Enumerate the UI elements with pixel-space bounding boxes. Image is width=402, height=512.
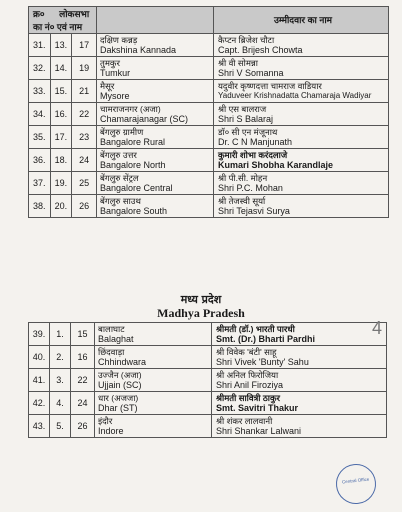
constituency-number-cell xyxy=(71,346,95,369)
constituency-name-hindi: चामराजनगर (अजा) xyxy=(100,104,161,114)
serial-number-cell xyxy=(29,323,50,346)
constituency-name-english: Indore xyxy=(98,426,124,436)
constituency-name-english: Balaghat xyxy=(98,334,134,344)
candidate-name-english: Kumari Shobha Karandlaje xyxy=(218,160,334,170)
constituency-number-cell xyxy=(72,172,97,195)
candidate-name-hindi: श्री शंकर लालवानी xyxy=(216,416,273,426)
constituency-name-english: Bangalore Rural xyxy=(100,137,166,147)
state-serial-cell xyxy=(50,80,72,103)
state-serial: 2. xyxy=(56,352,64,362)
serial-number-cell xyxy=(29,103,51,126)
constituency-number: 19 xyxy=(79,63,90,73)
serial-number: 34. xyxy=(33,109,46,119)
constituency-number-cell xyxy=(72,103,97,126)
constituency-name-english: Chhindwara xyxy=(98,357,147,367)
constituency-name-cell xyxy=(97,34,214,57)
state-serial-cell xyxy=(50,392,71,415)
state-serial: 19. xyxy=(54,178,68,188)
constituency-name-hindi: बेंगलुरु उत्तर xyxy=(100,150,137,160)
header-candidate-label: उम्मीदवार का नाम xyxy=(273,15,333,25)
state-serial-cell xyxy=(50,103,72,126)
constituency-number: 24 xyxy=(79,155,90,165)
serial-number-cell xyxy=(29,195,51,218)
serial-number-cell xyxy=(29,149,51,172)
constituency-number-cell xyxy=(72,149,97,172)
constituency-number-cell xyxy=(72,126,97,149)
serial-number-cell xyxy=(29,392,50,415)
table-row xyxy=(29,126,389,149)
party-seal-stamp xyxy=(334,462,378,506)
serial-number: 31. xyxy=(33,40,46,50)
candidate-name-english: Shri Vivek 'Bunty' Sahu xyxy=(216,357,309,367)
table-row xyxy=(29,195,389,218)
table-row xyxy=(29,34,389,57)
candidate-name-english: Shri P.C. Mohan xyxy=(218,183,283,193)
constituency-name-cell xyxy=(97,149,214,172)
table-row xyxy=(29,415,387,438)
candidate-name-english: Shri V Somanna xyxy=(218,68,284,78)
constituency-number-cell xyxy=(72,195,97,218)
candidate-name-hindi: कैप्टन ब्रिजेश चौटा xyxy=(218,35,275,45)
state-serial-cell xyxy=(50,126,72,149)
candidate-name-cell xyxy=(214,103,389,126)
table-row xyxy=(29,172,389,195)
candidate-name-cell xyxy=(214,126,389,149)
candidate-name-hindi: श्रीमती (डॉ.) भारती पारधी xyxy=(216,324,295,334)
constituency-number-cell xyxy=(71,369,95,392)
header-candidate xyxy=(214,7,389,34)
constituency-name-english: Dakshina Kannada xyxy=(100,45,177,55)
candidate-name-hindi: श्री वी सोमन्ना xyxy=(218,58,258,68)
candidate-name-hindi: कुमारी शोभा करंदलाजे xyxy=(218,150,288,160)
serial-number: 39. xyxy=(32,329,46,339)
serial-number-cell xyxy=(29,34,51,57)
candidate-name-hindi: श्रीमती सावित्री ठाकुर xyxy=(216,393,280,403)
serial-number-cell xyxy=(29,369,50,392)
constituency-name-cell xyxy=(97,126,214,149)
constituency-number: 16 xyxy=(77,352,88,362)
serial-number-cell xyxy=(29,57,51,80)
constituency-name-hindi: मैसूर xyxy=(100,81,115,91)
state-serial: 3. xyxy=(56,375,64,385)
table-row xyxy=(29,392,387,415)
constituency-name-english: Ujjain (SC) xyxy=(98,380,142,390)
candidate-name-english: Yaduveer Krishnadatta Chamaraja Wadiyar xyxy=(218,91,372,100)
candidate-name-cell xyxy=(212,323,387,346)
constituency-name-cell xyxy=(95,323,212,346)
candidate-name-english: Capt. Brijesh Chowta xyxy=(218,45,303,55)
state-serial-cell xyxy=(50,172,72,195)
constituency-name-cell xyxy=(97,57,214,80)
serial-number: 41. xyxy=(32,375,46,385)
stamp-text: Central Office xyxy=(341,476,370,485)
table-row xyxy=(29,369,387,392)
candidate-name-english: Smt. (Dr.) Bharti Pardhi xyxy=(216,334,316,344)
candidate-name-cell xyxy=(214,172,389,195)
constituency-number-cell xyxy=(71,415,95,438)
state-serial-cell xyxy=(50,149,72,172)
candidate-name-english: Dr. C N Manjunath xyxy=(218,137,293,147)
candidate-name-cell xyxy=(214,195,389,218)
constituency-name-hindi: धार (अजजा) xyxy=(98,393,139,403)
constituency-name-english: Bangalore Central xyxy=(100,183,173,193)
serial-number: 35. xyxy=(33,132,46,142)
table-row xyxy=(29,103,389,126)
candidate-name-cell xyxy=(214,34,389,57)
constituency-number: 15 xyxy=(77,329,88,339)
candidate-table-karnataka xyxy=(28,6,389,218)
state-serial-cell xyxy=(50,57,72,80)
table-row xyxy=(29,149,389,172)
constituency-number-cell xyxy=(72,80,97,103)
constituency-number: 17 xyxy=(79,40,90,50)
constituency-name-cell xyxy=(95,415,212,438)
state-serial: 1. xyxy=(56,329,64,339)
candidate-name-cell xyxy=(212,392,387,415)
constituency-name-cell xyxy=(95,369,212,392)
header-sn xyxy=(29,7,97,34)
constituency-number: 21 xyxy=(79,86,90,96)
constituency-number: 23 xyxy=(79,132,90,142)
constituency-number-cell xyxy=(71,323,95,346)
state-serial-cell xyxy=(50,323,71,346)
table-row xyxy=(29,346,387,369)
candidate-name-hindi: श्री पी.सी. मोहन xyxy=(218,173,268,183)
serial-number-cell xyxy=(29,172,51,195)
candidate-table-madhya-pradesh xyxy=(28,322,387,438)
candidate-name-english: Shri Shankar Lalwani xyxy=(216,426,302,436)
serial-number: 40. xyxy=(32,352,46,362)
state-serial: 15. xyxy=(54,86,68,96)
constituency-name-english: Bangalore North xyxy=(100,160,166,170)
state-serial-cell xyxy=(50,415,71,438)
candidate-name-hindi: श्री तेजस्वी सूर्या xyxy=(218,196,266,206)
constituency-number-cell xyxy=(71,392,95,415)
constituency-name-hindi: इंदौर xyxy=(98,416,113,426)
state-serial-cell xyxy=(50,369,71,392)
constituency-name-english: Tumkur xyxy=(100,68,131,78)
constituency-name-hindi: तुमकुर xyxy=(100,58,120,68)
constituency-name-english: Mysore xyxy=(100,91,130,101)
constituency-name-cell xyxy=(95,346,212,369)
state-serial: 20. xyxy=(54,201,68,211)
candidate-name-hindi: श्री एस बालराज xyxy=(218,104,267,114)
candidate-name-english: Shri S Balaraj xyxy=(218,114,274,124)
constituency-name-english: Dhar (ST) xyxy=(98,403,138,413)
constituency-name-hindi: छिंदवाड़ा xyxy=(98,347,125,357)
constituency-number: 24 xyxy=(77,398,88,408)
constituency-number: 22 xyxy=(77,375,88,385)
constituency-number: 22 xyxy=(79,109,90,119)
table-header-row xyxy=(29,7,389,34)
candidate-name-english: Smt. Savitri Thakur xyxy=(216,403,299,413)
candidate-name-cell xyxy=(212,346,387,369)
serial-number: 37. xyxy=(33,178,46,188)
constituency-number: 26 xyxy=(79,201,90,211)
constituency-name-cell xyxy=(95,392,212,415)
constituency-name-cell xyxy=(97,195,214,218)
constituency-name-english: Bangalore South xyxy=(100,206,168,216)
table-row xyxy=(29,323,387,346)
state-serial: 17. xyxy=(54,132,68,142)
candidate-name-cell xyxy=(212,415,387,438)
candidate-name-english: Shri Tejasvi Surya xyxy=(218,206,290,216)
serial-number: 43. xyxy=(32,421,46,431)
state-serial: 13. xyxy=(54,40,68,50)
candidate-name-hindi: डॉ० सी एन मंजूनाथ xyxy=(218,127,278,137)
constituency-name-hindi: उज्जैन (अजा) xyxy=(98,370,142,380)
constituency-name-english: Chamarajanagar (SC) xyxy=(100,114,189,124)
constituency-name-hindi: दक्षिण कन्नड़ xyxy=(100,35,138,45)
candidate-name-cell xyxy=(214,80,389,103)
state-serial: 16. xyxy=(54,109,68,119)
header-constituency-label: लोकसभा का नं० एवं नाम xyxy=(33,9,90,32)
candidate-name-cell xyxy=(212,369,387,392)
table-row xyxy=(29,57,389,80)
candidate-name-hindi: यदुवीर कृष्णदत्ता चामराज वाडियार xyxy=(218,81,322,91)
candidate-name-hindi: श्री अनिल फिरोजिया xyxy=(216,370,279,380)
serial-number: 33. xyxy=(33,86,46,96)
constituency-name-hindi: बेंगलुरु ग्रामीण xyxy=(100,127,144,137)
header-constituency-spacer xyxy=(97,7,214,34)
candidate-name-english: Shri Anil Firoziya xyxy=(216,380,284,390)
serial-number-cell xyxy=(29,346,50,369)
state-serial-cell xyxy=(50,195,72,218)
constituency-number-cell xyxy=(72,57,97,80)
serial-number: 32. xyxy=(33,63,46,73)
constituency-number: 25 xyxy=(79,178,90,188)
page-number: 4 xyxy=(372,318,383,338)
state-title-english: Madhya Pradesh xyxy=(157,306,245,320)
state-serial-cell xyxy=(50,34,72,57)
state-title-hindi: मध्य प्रदेश xyxy=(180,293,222,306)
state-serial: 18. xyxy=(54,155,68,165)
constituency-name-hindi: बेंगलुरु सेंट्रल xyxy=(100,173,139,183)
serial-number: 38. xyxy=(33,201,46,211)
state-serial: 5. xyxy=(56,421,64,431)
candidate-name-cell xyxy=(214,149,389,172)
constituency-name-hindi: बालाघाट xyxy=(98,324,125,334)
serial-number: 36. xyxy=(33,155,46,165)
constituency-name-cell xyxy=(97,80,214,103)
state-serial: 14. xyxy=(54,63,68,73)
candidate-name-cell xyxy=(214,57,389,80)
constituency-name-cell xyxy=(97,103,214,126)
candidate-name-hindi: श्री विवेक 'बंटी' साहू xyxy=(216,347,277,357)
table-row xyxy=(29,80,389,103)
serial-number-cell xyxy=(29,415,50,438)
serial-number: 42. xyxy=(32,398,46,408)
constituency-name-hindi: बेंगलुरु साउथ xyxy=(100,196,141,206)
serial-number-cell xyxy=(29,80,51,103)
constituency-number-cell xyxy=(72,34,97,57)
header-sn-label: क्र० xyxy=(33,9,45,19)
serial-number-cell xyxy=(29,126,51,149)
karnataka-rows xyxy=(29,34,389,218)
constituency-name-cell xyxy=(97,172,214,195)
state-serial: 4. xyxy=(56,398,64,408)
madhya-pradesh-rows xyxy=(29,323,387,438)
constituency-number: 26 xyxy=(77,421,88,431)
state-serial-cell xyxy=(50,346,71,369)
